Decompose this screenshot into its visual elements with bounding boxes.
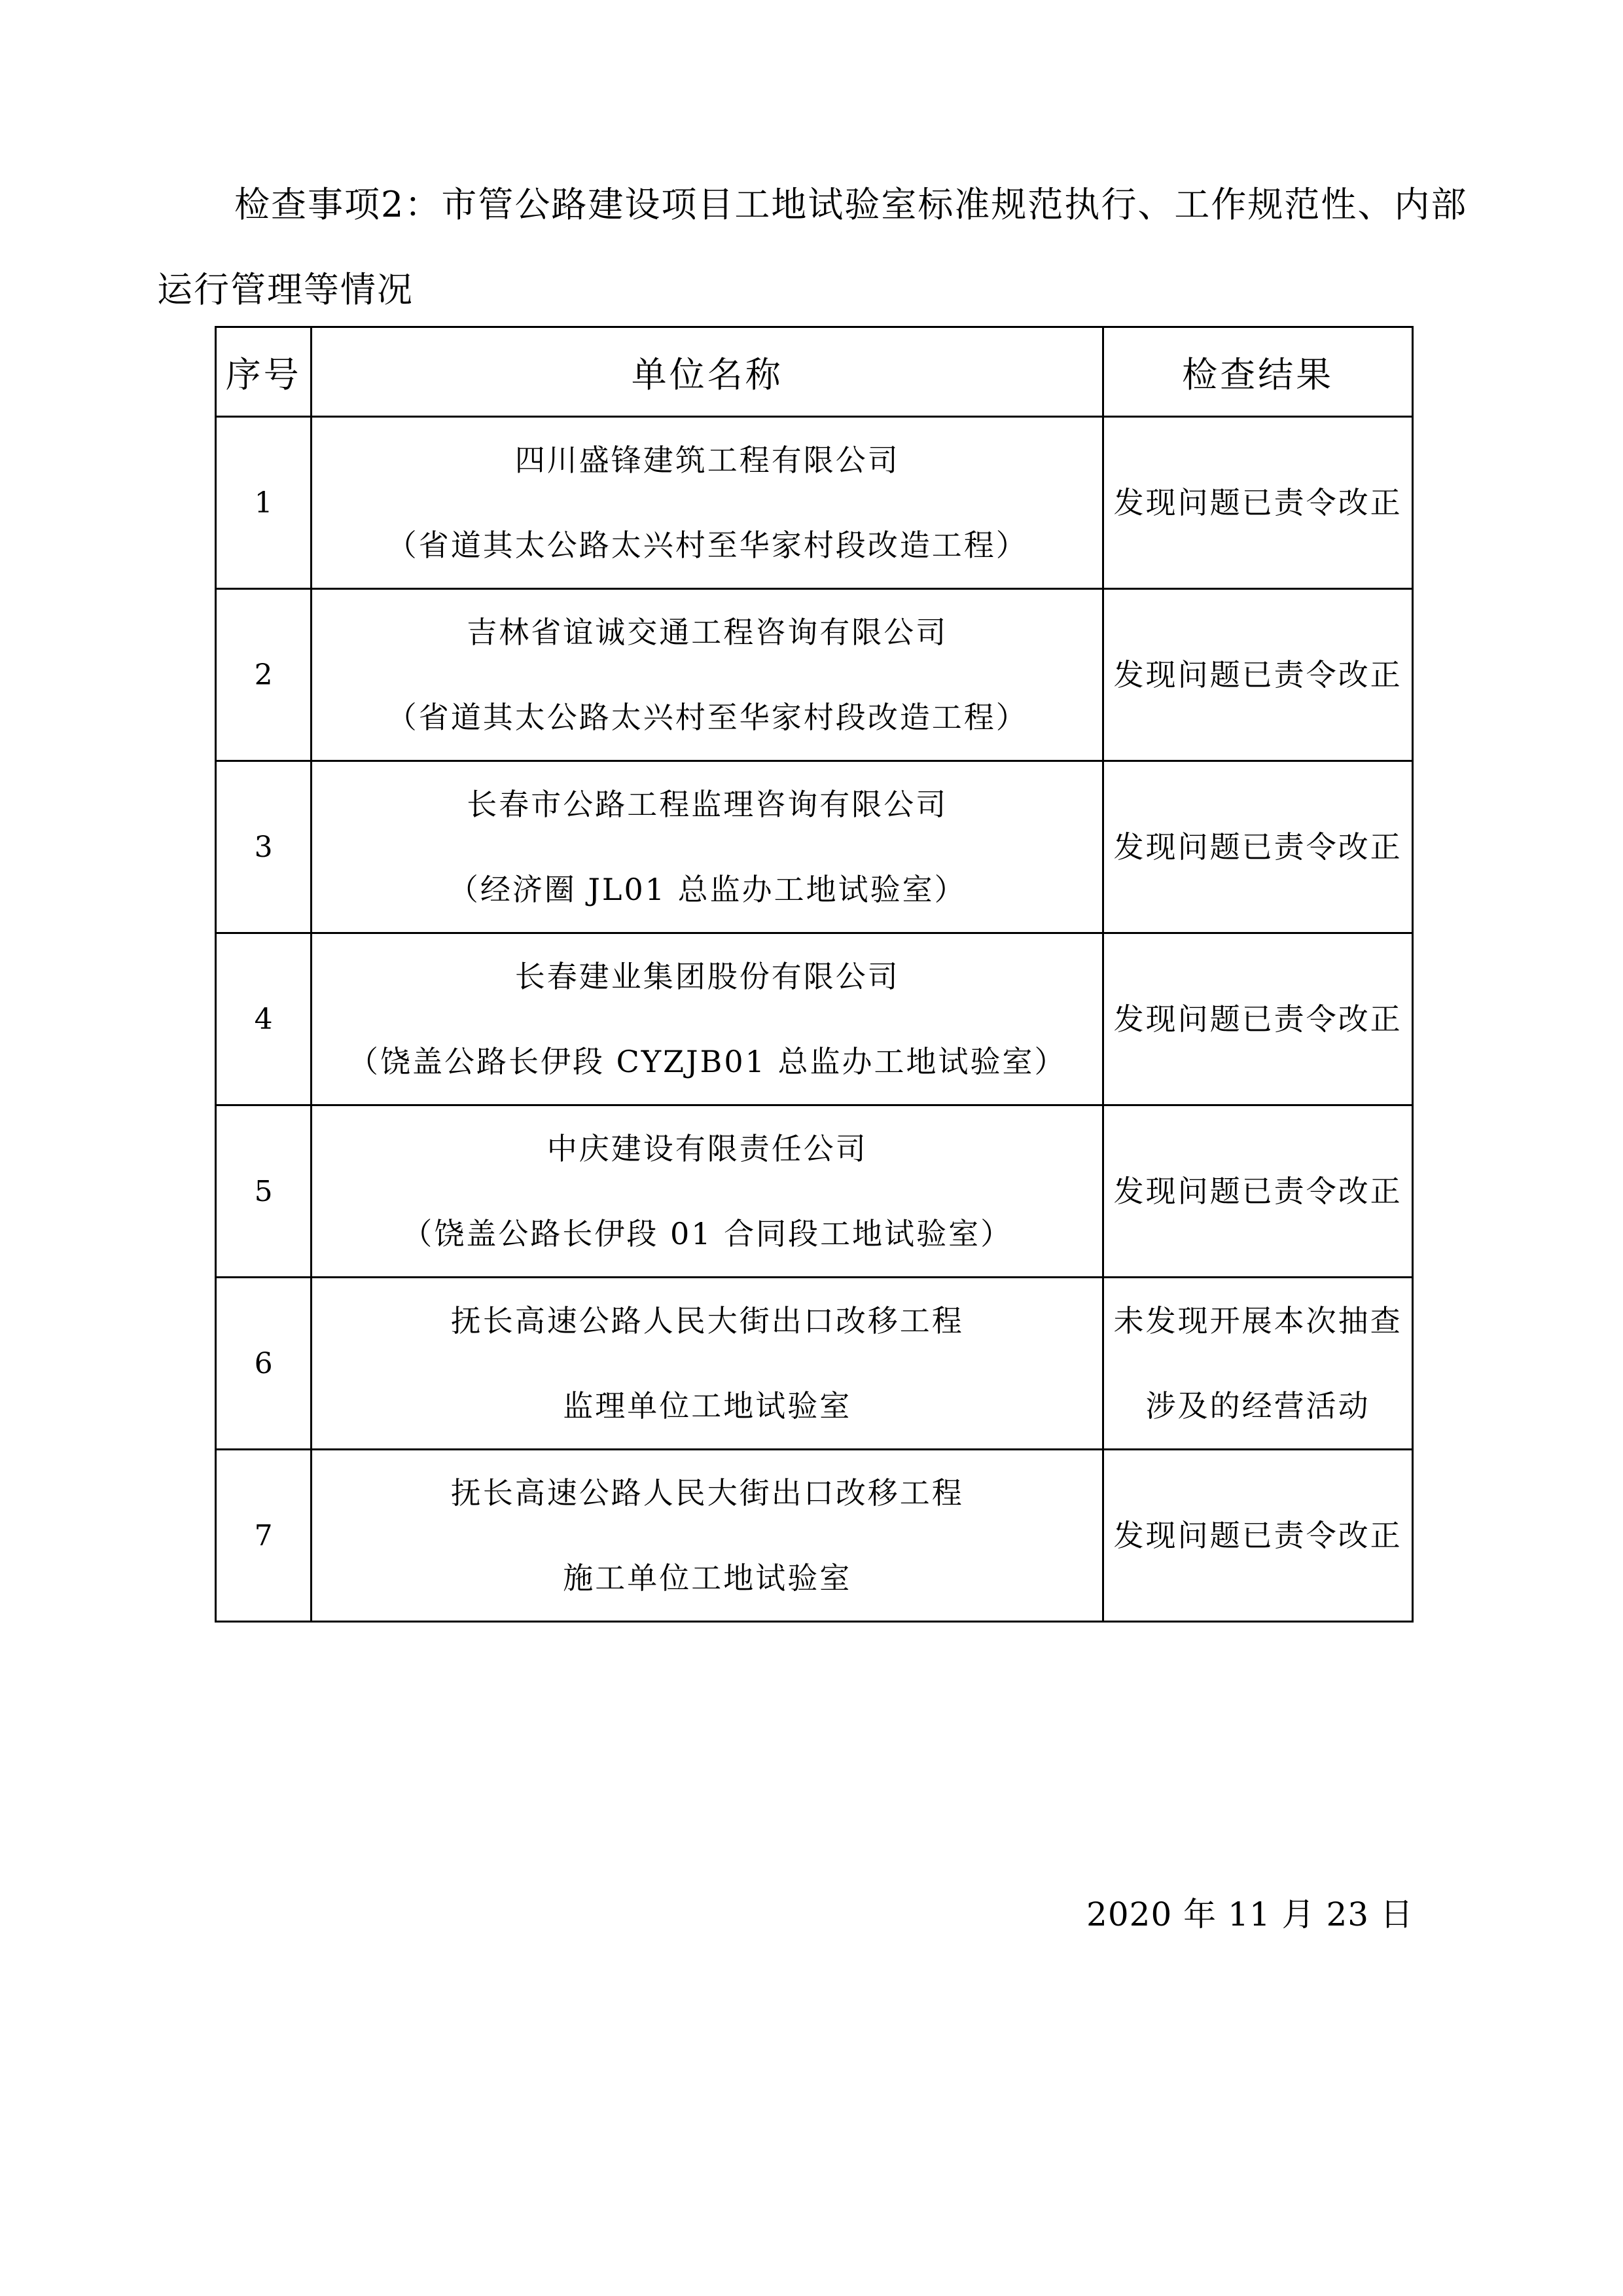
result-text: 涉及的经营活动 [1145, 1388, 1370, 1424]
unit-name: 长春市公路工程监理咨询有限公司 [467, 787, 948, 822]
row-number: 6 [216, 1278, 312, 1450]
header-unit-name: 单位名称 [312, 327, 1103, 417]
table-header-row [216, 327, 1413, 417]
table-row [216, 1105, 1413, 1278]
result-text: 发现问题已责令改正 [1113, 1174, 1402, 1209]
unit-project: （饶盖公路长伊段 CYZJB01 总监办工地试验室） [348, 1044, 1067, 1079]
table-row [216, 761, 1413, 933]
result-text: 发现问题已责令改正 [1113, 1001, 1402, 1037]
table-row [216, 1450, 1413, 1622]
unit-project: 施工单位工地试验室 [563, 1560, 852, 1596]
unit-project: （省道其太公路太兴村至华家村段改造工程） [386, 700, 1028, 735]
row-result [1103, 933, 1413, 1105]
unit-name: 四川盛锋建筑工程有限公司 [514, 442, 900, 478]
table-row [216, 933, 1413, 1105]
unit-project: （经济圈 JL01 总监办工地试验室） [448, 872, 967, 907]
result-text: 发现问题已责令改正 [1113, 829, 1402, 865]
row-result [1103, 417, 1413, 589]
row-unit [312, 1278, 1103, 1450]
unit-name: 抚长高速公路人民大街出口改移工程 [450, 1475, 964, 1511]
result-text: 发现问题已责令改正 [1113, 485, 1402, 520]
table-row [216, 589, 1413, 761]
header-inspection-result: 检查结果 [1103, 327, 1413, 417]
row-unit [312, 761, 1103, 933]
row-number: 4 [216, 933, 312, 1105]
result-text: 未发现开展本次抽查 [1113, 1303, 1402, 1338]
header-serial-number: 序号 [216, 327, 312, 417]
row-unit [312, 1450, 1103, 1622]
unit-project: （饶盖公路长伊段 01 合同段工地试验室） [402, 1216, 1013, 1251]
row-result [1103, 589, 1413, 761]
row-result [1103, 1105, 1413, 1278]
row-number: 5 [216, 1105, 312, 1278]
row-result [1103, 1450, 1413, 1622]
unit-name: 吉林省谊诚交通工程咨询有限公司 [467, 615, 948, 650]
inspection-table [215, 326, 1414, 1623]
row-number: 2 [216, 589, 312, 761]
row-unit [312, 933, 1103, 1105]
row-result [1103, 761, 1413, 933]
unit-project: （省道其太公路太兴村至华家村段改造工程） [386, 528, 1028, 563]
page-heading: 检查事项2：市管公路建设项目工地试验室标准规范执行、工作规范性、内部运行管理等情况 [157, 184, 1468, 310]
unit-name: 长春建业集团股份有限公司 [514, 959, 900, 994]
result-text: 发现问题已责令改正 [1113, 657, 1402, 692]
row-number: 1 [216, 417, 312, 589]
row-number: 7 [216, 1450, 312, 1622]
row-unit [312, 1105, 1103, 1278]
table-row [216, 417, 1413, 589]
unit-name: 中庆建设有限责任公司 [546, 1131, 868, 1166]
result-text: 发现问题已责令改正 [1113, 1518, 1402, 1553]
table-row [216, 1278, 1413, 1450]
row-result [1103, 1278, 1413, 1450]
document-date: 2020 年 11 月 23 日 [1086, 1895, 1414, 1933]
unit-project: 监理单位工地试验室 [563, 1388, 852, 1424]
row-unit [312, 417, 1103, 589]
unit-name: 抚长高速公路人民大街出口改移工程 [450, 1303, 964, 1338]
row-unit [312, 589, 1103, 761]
row-number: 3 [216, 761, 312, 933]
